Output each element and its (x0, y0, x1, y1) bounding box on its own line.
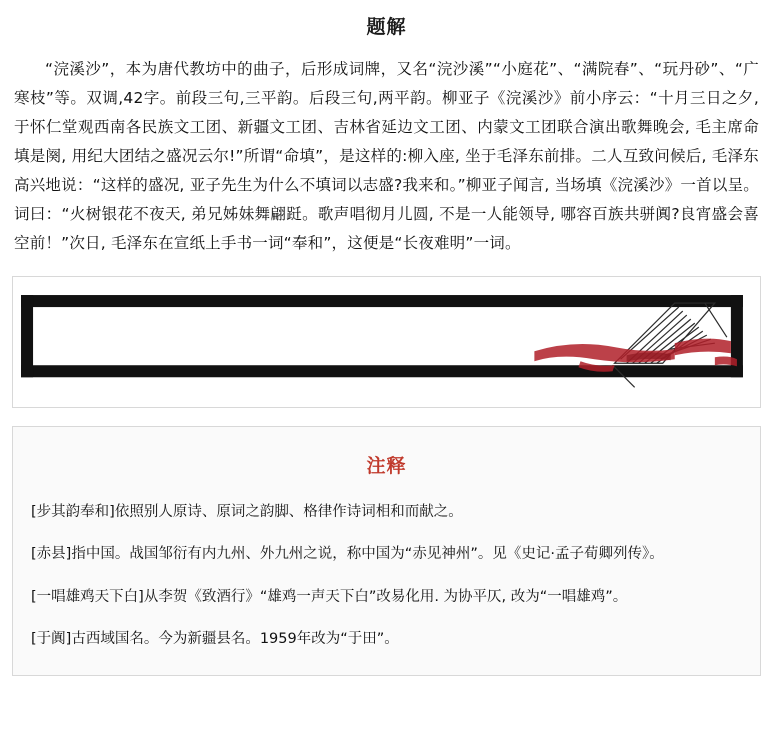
note-item: [于阗]古西域国名。今为新疆县名。1959年改为“于田”。 (31, 631, 399, 647)
notes-title: 注释 (366, 454, 407, 477)
page-title: 题解 (366, 16, 407, 38)
note-item: [步其韵奉和]依照别人原诗、原词之韵脚、格律作诗词相和而献之。 (31, 503, 463, 520)
note-item: [一唱雄鸡天下白]从李贺《致酒行》“雄鸡一声天下白”改易化用. 为协平仄, 改为“一唱雄鸡”。 (31, 588, 628, 605)
notes-panel (12, 426, 761, 677)
document-page (0, 12, 773, 741)
note-item: [赤县]指中国。战国邹衍有内九州、外九州之说，称中国为“赤见神州”。见《史记·孟子荀卿列传》。 (31, 546, 664, 562)
illustration-panel (12, 276, 761, 408)
explanation-paragraph: “浣溪沙”，本为唐代教坊中的曲子，后形成词牌，又名“浣沙溪”“小庭花”、“满院春”、“玩丹砂”、“广寒枝”等。双调,42字。前段三句,三平韵。后段三句,两平韵。柳亚子《浣溪沙》前小序云：“十月三日之夕, 于怀仁堂观西南各民族文工团、新疆文工团、吉林省延边文工团、内蒙文工团联合演出歌舞晚会, 毛主席命填是阕, 用纪大团结之盛况云尔!”所谓“命填”，是这样的:柳入座, 坐于毛泽东前排。二人互致问候后, 毛泽东高兴地说：“这样的盛况, 亚子先生为什么不填词以志盛?我来和。”柳亚子闻言, 当场填《浣溪沙》一首以呈。词曰：“火树银花不夜天, 弟兄姊妹舞翩跹。歌声唱彻月儿圆, 不是一人能领导, 哪容百族共骈阗?良宵盛会喜空前！”次日, 毛泽东在宣纸上手书一词“奉和”，这便是“长夜难明”一词。 (14, 59, 759, 252)
ink-drawing-bridge-icon (13, 277, 760, 407)
